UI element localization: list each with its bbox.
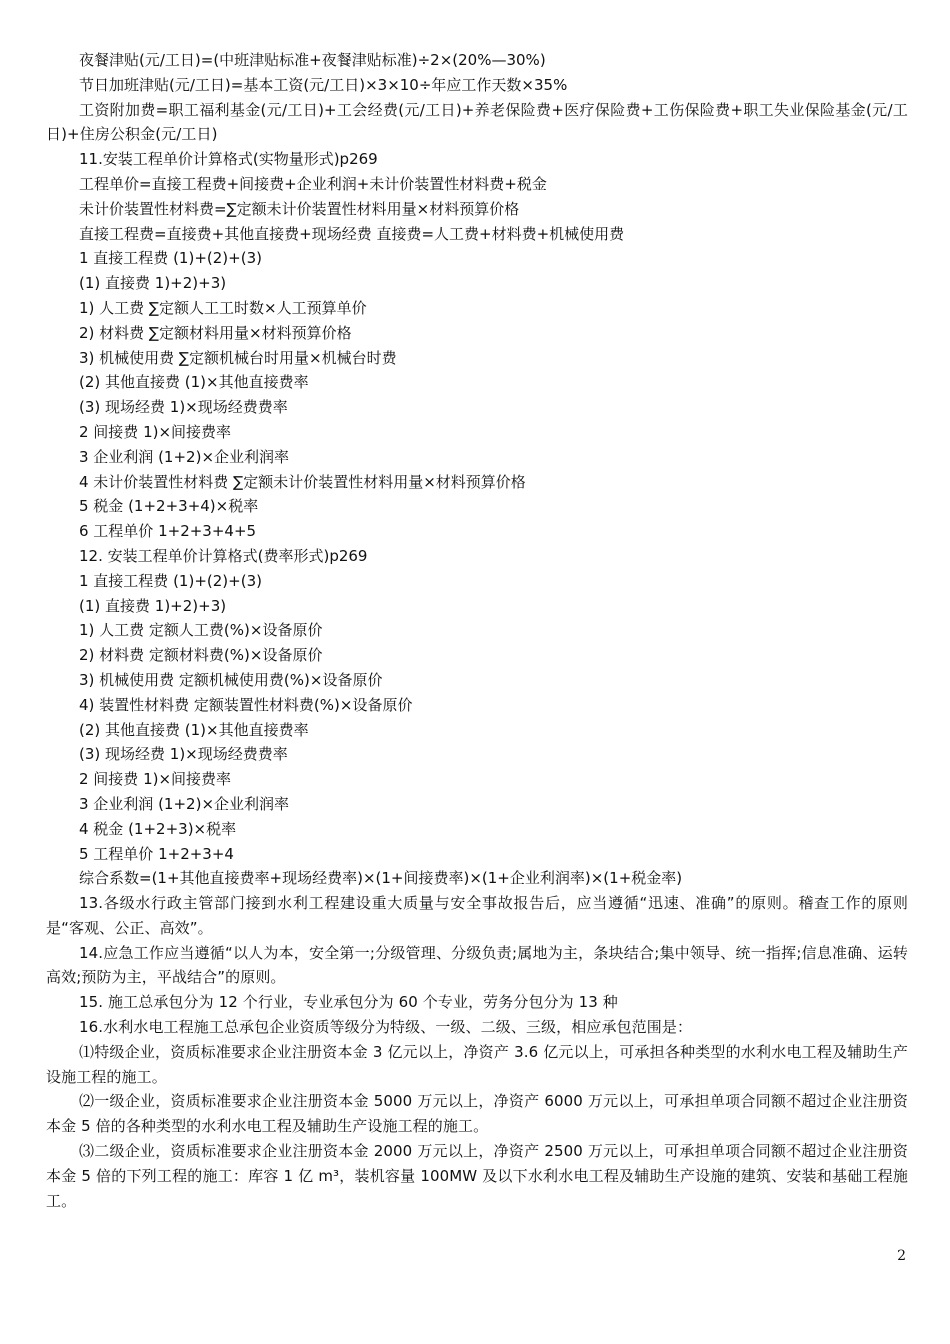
page-number: 2 <box>897 1248 906 1264</box>
paragraph-13: 13.各级水行政主管部门接到水利工程建设重大质量与安全事故报告后，应当遵循“迅速、准确”的原则。稽查工作的原则是“客观、公正、高效”。 <box>46 894 908 937</box>
paragraph-16-item-3: ⑶二级企业，资质标准要求企业注册资本金 2000 万元以上，净资产 2500 万元以上，可承担单项合同额不超过企业注册资本金 5 倍的下列工程的施工：库容 1 亿 m³，装机容量 100MW 及以下水利水电工程及辅助生产设施的建筑、安装和基础工程施工。 <box>46 1142 908 1210</box>
text-line: 节日加班津贴(元/工日)=基本工资(元/工日)×3×10÷年应工作天数×35% <box>79 75 568 94</box>
text-line: 1) 人工费 定额人工费(%)×设备原价 <box>79 621 323 640</box>
text-line: 4 未计价装置性材料费 ∑定额未计价装置性材料用量×材料预算价格 <box>79 472 526 491</box>
text-line: 4 税金 (1+2+3)×税率 <box>79 819 237 838</box>
text-line: 2 间接费 1)×间接费率 <box>79 422 232 441</box>
text-line: (3) 现场经费 1)×现场经费费率 <box>79 745 288 764</box>
text-line: 6 工程单价 1+2+3+4+5 <box>79 522 257 541</box>
text-line: 3 企业利润 (1+2)×企业利润率 <box>79 794 290 813</box>
text-line: 3 企业利润 (1+2)×企业利润率 <box>79 447 290 466</box>
text-line: 直接工程费=直接费+其他直接费+现场经费 直接费=人工费+材料费+机械使用费 <box>79 224 625 243</box>
text-line: 5 工程单价 1+2+3+4 <box>79 844 234 863</box>
text-line: (1) 直接费 1)+2)+3) <box>79 596 227 615</box>
text-line: 5 税金 (1+2+3+4)×税率 <box>79 497 259 516</box>
text-line: 2 间接费 1)×间接费率 <box>79 770 232 789</box>
text-line: (2) 其他直接费 (1)×其他直接费率 <box>79 720 309 739</box>
paragraph-15: 15. 施工总承包分为 12 个行业，专业承包分为 60 个专业，劳务分包分为 13 种 <box>79 993 618 1012</box>
section-12 <box>46 544 908 891</box>
text-line: 3) 机械使用费 定额机械使用费(%)×设备原价 <box>79 670 383 689</box>
text-line: 3) 机械使用费 ∑定额机械台时用量×机械台时费 <box>79 348 397 367</box>
paragraph-wage-addition: 工资附加费=职工福利基金(元/工日)+工会经费(元/工日)+养老保险费+医疗保险费+工伤保险费+职工失业保险基金(元/工日)+住房公积金(元/工日) <box>46 100 908 144</box>
text-line: 工程单价=直接工程费+间接费+企业利润+未计价装置性材料费+税金 <box>79 174 547 193</box>
text-line: 1 直接工程费 (1)+(2)+(3) <box>79 571 262 590</box>
section-heading: 12. 安装工程单价计算格式(费率形式)p269 <box>79 546 368 565</box>
text-line: 综合系数=(1+其他直接费率+现场经费率)×(1+间接费率)×(1+企业利润率)×(1+税金率) <box>79 869 683 888</box>
text-line: (1) 直接费 1)+2)+3) <box>79 274 227 293</box>
paragraph-16-item-1: ⑴特级企业，资质标准要求企业注册资本金 3 亿元以上，净资产 3.6 亿元以上，可承担各种类型的水利水电工程及辅助生产设施工程的施工。 <box>46 1042 908 1086</box>
paragraph-14: 14.应急工作应当遵循“以人为本，安全第一;分级管理、分级负责;属地为主，条块结合;集中领导、统一指挥;信息准确、运转高效;预防为主，平战结合”的原则。 <box>46 943 908 987</box>
text-line: 2) 材料费 定额材料费(%)×设备原价 <box>79 646 323 665</box>
section-heading: 11.安装工程单价计算格式(实物量形式)p269 <box>79 150 378 169</box>
text-line: 1 直接工程费 (1)+(2)+(3) <box>79 249 262 268</box>
text-line: (3) 现场经费 1)×现场经费费率 <box>79 398 288 417</box>
text-line: 夜餐津贴(元/工日)=(中班津贴标准+夜餐津贴标准)÷2×(20%—30%) <box>79 51 546 69</box>
section-11 <box>46 147 908 544</box>
paragraph-16-item-2: ⑵一级企业，资质标准要求企业注册资本金 5000 万元以上，净资产 6000 万元以上，可承担单项合同额不超过企业注册资本金 5 倍的各种类型的水利水电工程及辅助生产设施工程的施工。 <box>46 1092 908 1136</box>
text-line: 2) 材料费 ∑定额材料用量×材料预算价格 <box>79 323 352 342</box>
text-line: 1) 人工费 ∑定额人工工时数×人工预算单价 <box>79 298 367 317</box>
paragraph-16: 16.水利水电工程施工总承包企业资质等级分为特级、一级、二级、三级，相应承包范围是： <box>79 1018 693 1037</box>
text-line: 4) 装置性材料费 定额装置性材料费(%)×设备原价 <box>79 695 413 714</box>
text-line: 未计价装置性材料费=∑定额未计价装置性材料用量×材料预算价格 <box>79 199 520 218</box>
document-page <box>46 48 908 1213</box>
text-line: (2) 其他直接费 (1)×其他直接费率 <box>79 373 309 392</box>
section-top-lines <box>46 48 908 98</box>
